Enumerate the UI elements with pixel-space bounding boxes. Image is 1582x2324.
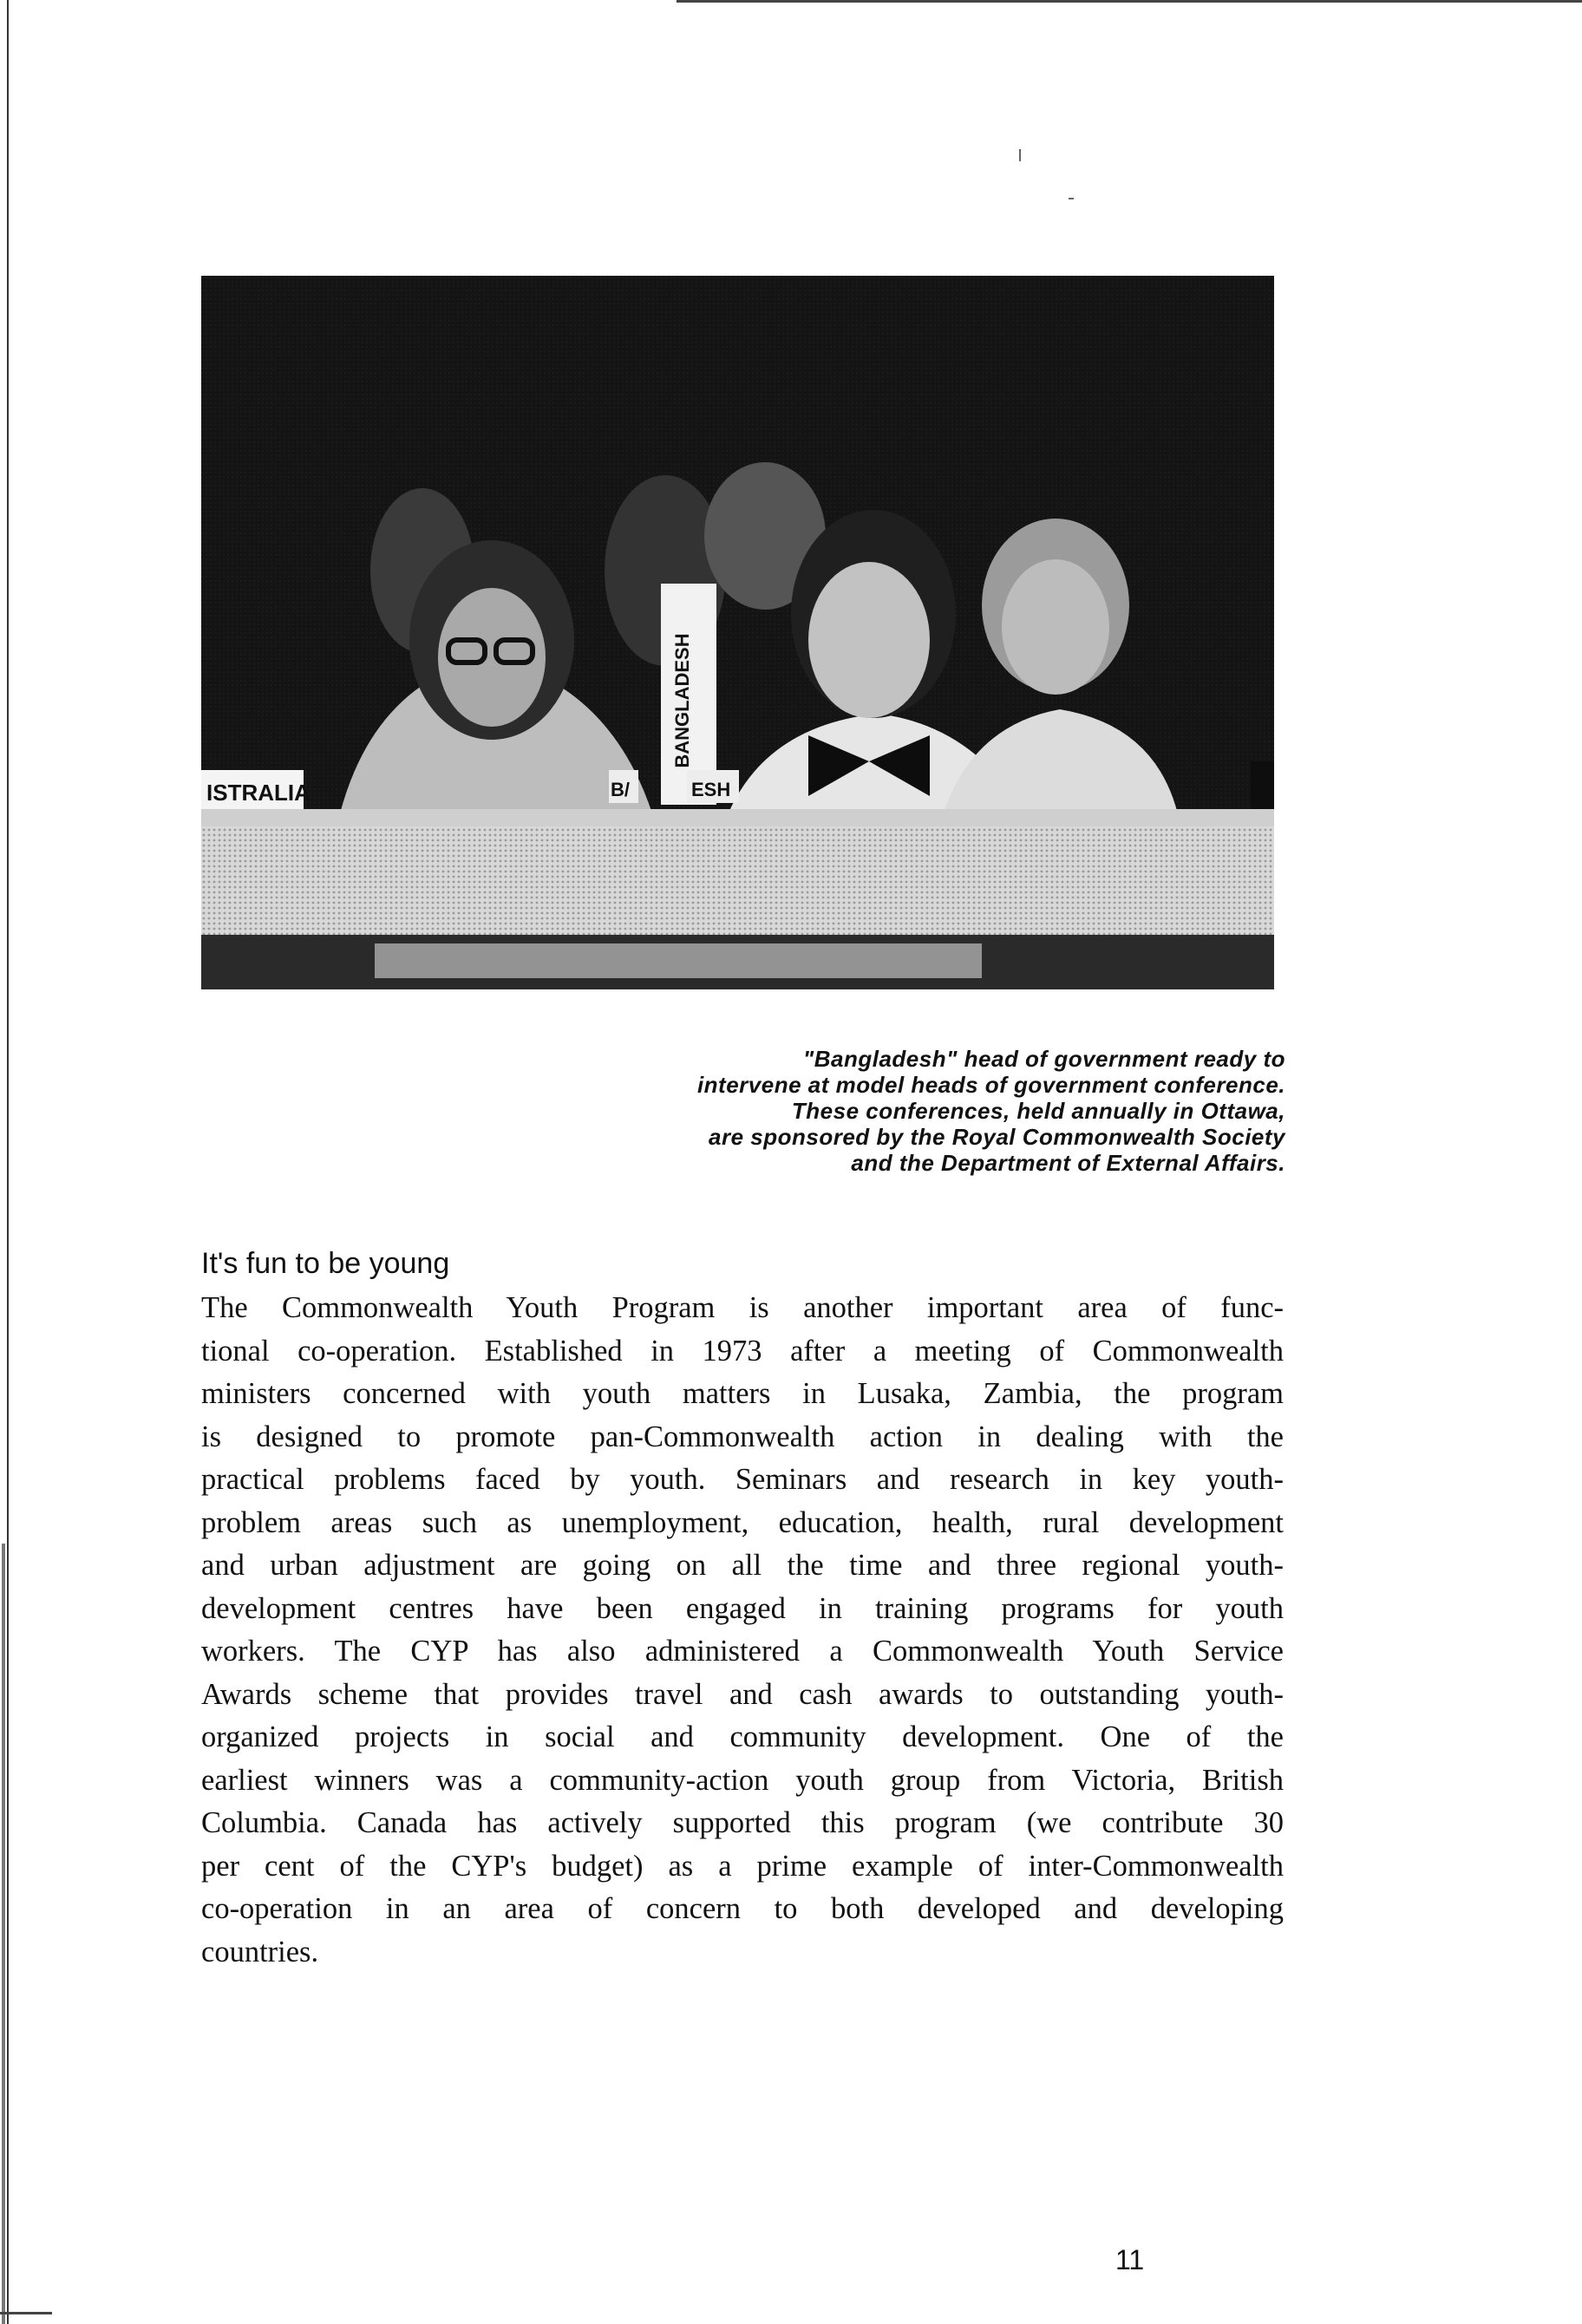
body-line: co-operation in an area of concern to both developed and developing [201, 1892, 1284, 1925]
placard-australia: ISTRALIA [206, 780, 311, 806]
body-line: development centres have been engaged in training programs for youth [201, 1591, 1284, 1625]
photo-caption [486, 1046, 1285, 1176]
placard-front-a: B/ [611, 779, 630, 800]
placard-front-b: ESH [691, 779, 731, 800]
body-line: Awards scheme that provides travel and cash awards to outstanding youth- [201, 1677, 1284, 1711]
body-line: practical problems faced by youth. Seminars and research in key youth- [201, 1463, 1284, 1496]
body-line: is designed to promote pan-Commonwealth action in dealing with the [201, 1420, 1284, 1453]
placard-bangladesh: BANGLADESH [671, 633, 693, 768]
conference-photo [201, 276, 1274, 989]
body-line: The Commonwealth Youth Program is another important area of func- [201, 1291, 1284, 1324]
stray-mark [1019, 149, 1021, 161]
page-number: 11 [1115, 2244, 1145, 2275]
caption-line: are sponsored by the Royal Commonwealth Society [709, 1124, 1285, 1150]
bottom-edge-mark [0, 2312, 52, 2314]
body-line: problem areas such as unemployment, education, health, rural development [201, 1505, 1284, 1539]
conference-photo-drawing [201, 276, 1274, 989]
stray-mark [1069, 198, 1074, 199]
body-line: tional co-operation. Established in 1973 after a meeting of Commonwealth [201, 1334, 1284, 1368]
binding-edge-shadow [2, 1544, 5, 2324]
caption-line: "Bangladesh" head of government ready to [802, 1046, 1285, 1072]
body-line: ministers concerned with youth matters in Lusaka, Zambia, the program [201, 1377, 1284, 1410]
body-line: workers. The CYP has also administered a Commonwealth Youth Service [201, 1635, 1284, 1668]
section-heading: It's fun to be young [201, 1247, 450, 1280]
top-rule [677, 0, 1582, 3]
binding-edge [7, 0, 9, 2324]
section-body [201, 1287, 1284, 1974]
caption-line: intervene at model heads of government conference. [696, 1072, 1285, 1098]
caption-line: These conferences, held annually in Ottawa, [791, 1098, 1285, 1124]
body-line: earliest winners was a community-action youth group from Victoria, British [201, 1763, 1284, 1797]
body-line: Columbia. Canada has actively supported this program (we contribute 30 [201, 1806, 1284, 1839]
body-line: organized projects in social and community development. One of the [201, 1720, 1284, 1753]
body-line: and urban adjustment are going on all the time and three regional youth- [201, 1549, 1284, 1582]
body-line: countries. [201, 1935, 319, 1968]
body-line: per cent of the CYP's budget) as a prime example of inter-Commonwealth [201, 1849, 1284, 1883]
caption-line: and the Department of External Affairs. [851, 1150, 1285, 1176]
